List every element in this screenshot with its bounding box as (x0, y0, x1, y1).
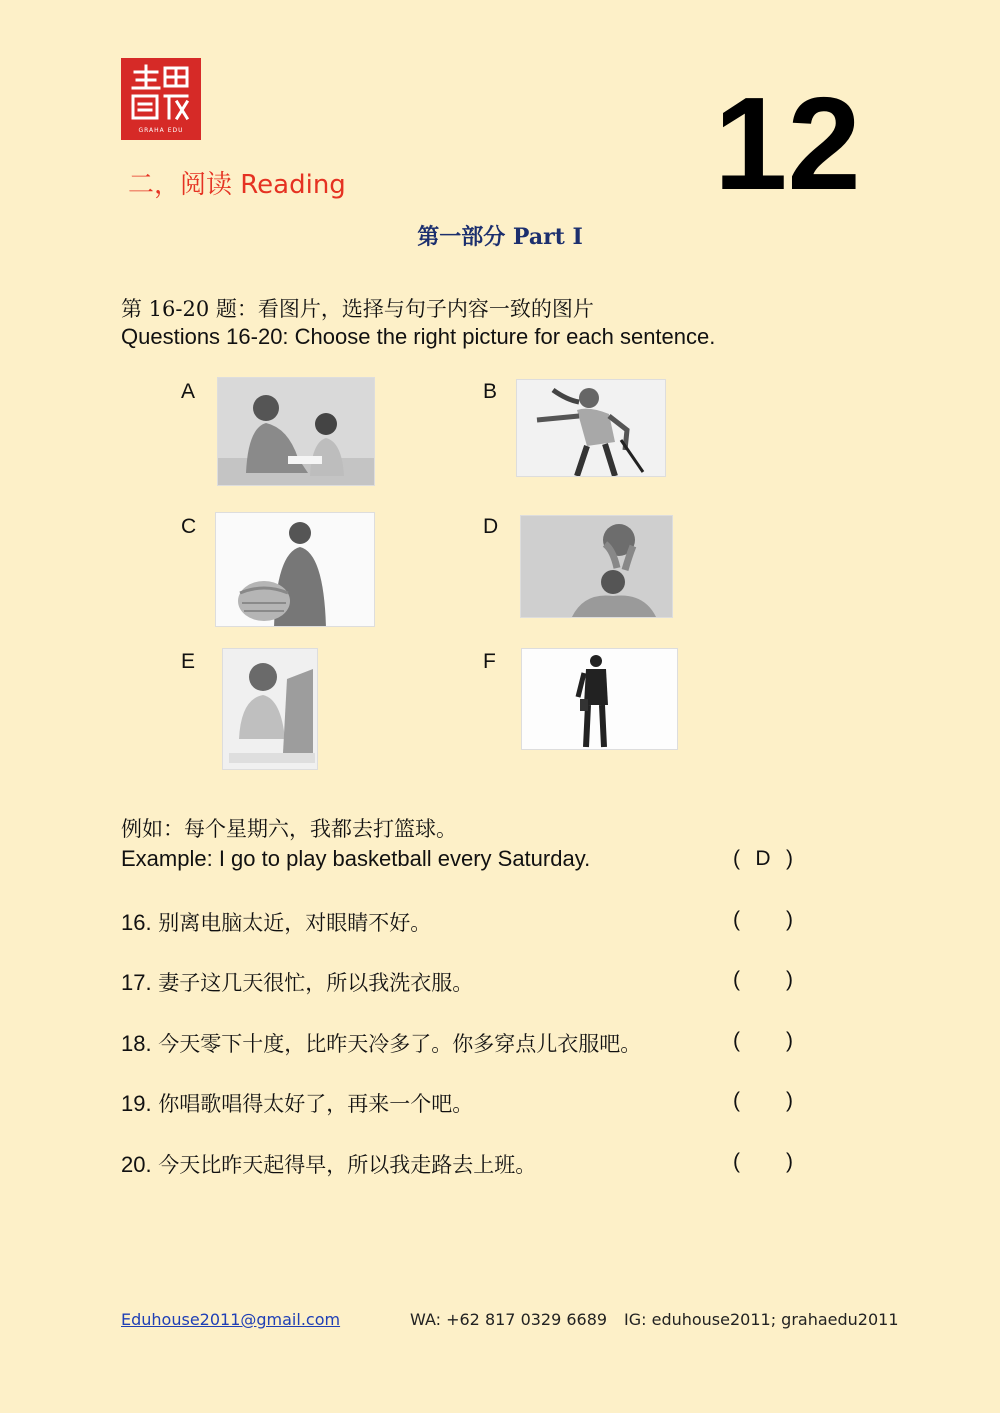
logo-caption: GRAHA EDU (138, 127, 184, 134)
businessman-walking-photo (521, 648, 678, 750)
footer-instagram: IG: eduhouse2011; grahaedu2011 (624, 1310, 899, 1329)
question-text: 妻子这几天很忙，所以我洗衣服。 (158, 971, 474, 995)
question-number: 18. (121, 1031, 152, 1056)
section-title: 二，阅读 Reading (128, 170, 346, 200)
example-english: Example: I go to play basketball every Saturday. (121, 846, 591, 871)
question-text: 今天零下十度，比昨天冷多了。你多穿点儿衣服吧。 (158, 1032, 642, 1056)
question-16 (121, 907, 431, 937)
footer-email[interactable] (121, 1310, 340, 1329)
question-number: 19. (121, 1091, 152, 1116)
question-number: 20. (121, 1152, 152, 1177)
part-title: 第一部分 Part I (417, 224, 583, 250)
example-answer: D (755, 847, 771, 870)
answer-box-19[interactable]: ( ) (733, 1089, 793, 1112)
question-text: 别离电脑太近，对眼睛不好。 (158, 911, 432, 935)
mother-child-reading-photo (217, 377, 375, 486)
picture-letter-a: A (181, 380, 196, 403)
picture-letter-d: D (483, 515, 499, 538)
question-19 (121, 1088, 473, 1118)
answer-box-16[interactable]: ( ) (733, 908, 793, 931)
instructions-chinese: 第 16-20 题：看图片，选择与句子内容一致的图片 (121, 297, 594, 321)
boy-computer-photo (222, 648, 318, 770)
email-link[interactable]: Eduhouse2011@gmail.com (121, 1310, 341, 1329)
footer-whatsapp: WA: +62 817 0329 6689 (410, 1310, 608, 1329)
seal-glyph-icon (121, 58, 201, 128)
picture-letter-b: B (483, 380, 498, 403)
graha-edu-logo (121, 58, 201, 140)
picture-letter-f: F (483, 650, 496, 673)
question-20 (121, 1149, 536, 1179)
question-number: 16. (121, 910, 152, 935)
question-number: 17. (121, 970, 152, 995)
question-17 (121, 967, 473, 997)
answer-box-20[interactable]: ( ) (733, 1150, 793, 1173)
answer-box-17[interactable]: ( ) (733, 968, 793, 991)
answer-box-18[interactable]: ( ) (733, 1029, 793, 1052)
page-number: 12 (714, 70, 861, 217)
instructions-english: Questions 16-20: Choose the right picture for each sentence. (121, 324, 716, 349)
example-answer-box: ( D ) (733, 847, 793, 870)
picture-letter-e: E (181, 650, 196, 673)
example-chinese: 例如：每个星期六，我都去打篮球。 (121, 817, 457, 841)
man-laundry-basket-photo (215, 512, 375, 627)
girl-singing-photo (516, 379, 666, 477)
question-text: 今天比昨天起得早，所以我走路去上班。 (158, 1153, 537, 1177)
question-text: 你唱歌唱得太好了，再来一个吧。 (158, 1092, 474, 1116)
question-18 (121, 1028, 641, 1058)
picture-letter-c: C (181, 515, 197, 538)
man-basketball-photo (520, 515, 673, 618)
